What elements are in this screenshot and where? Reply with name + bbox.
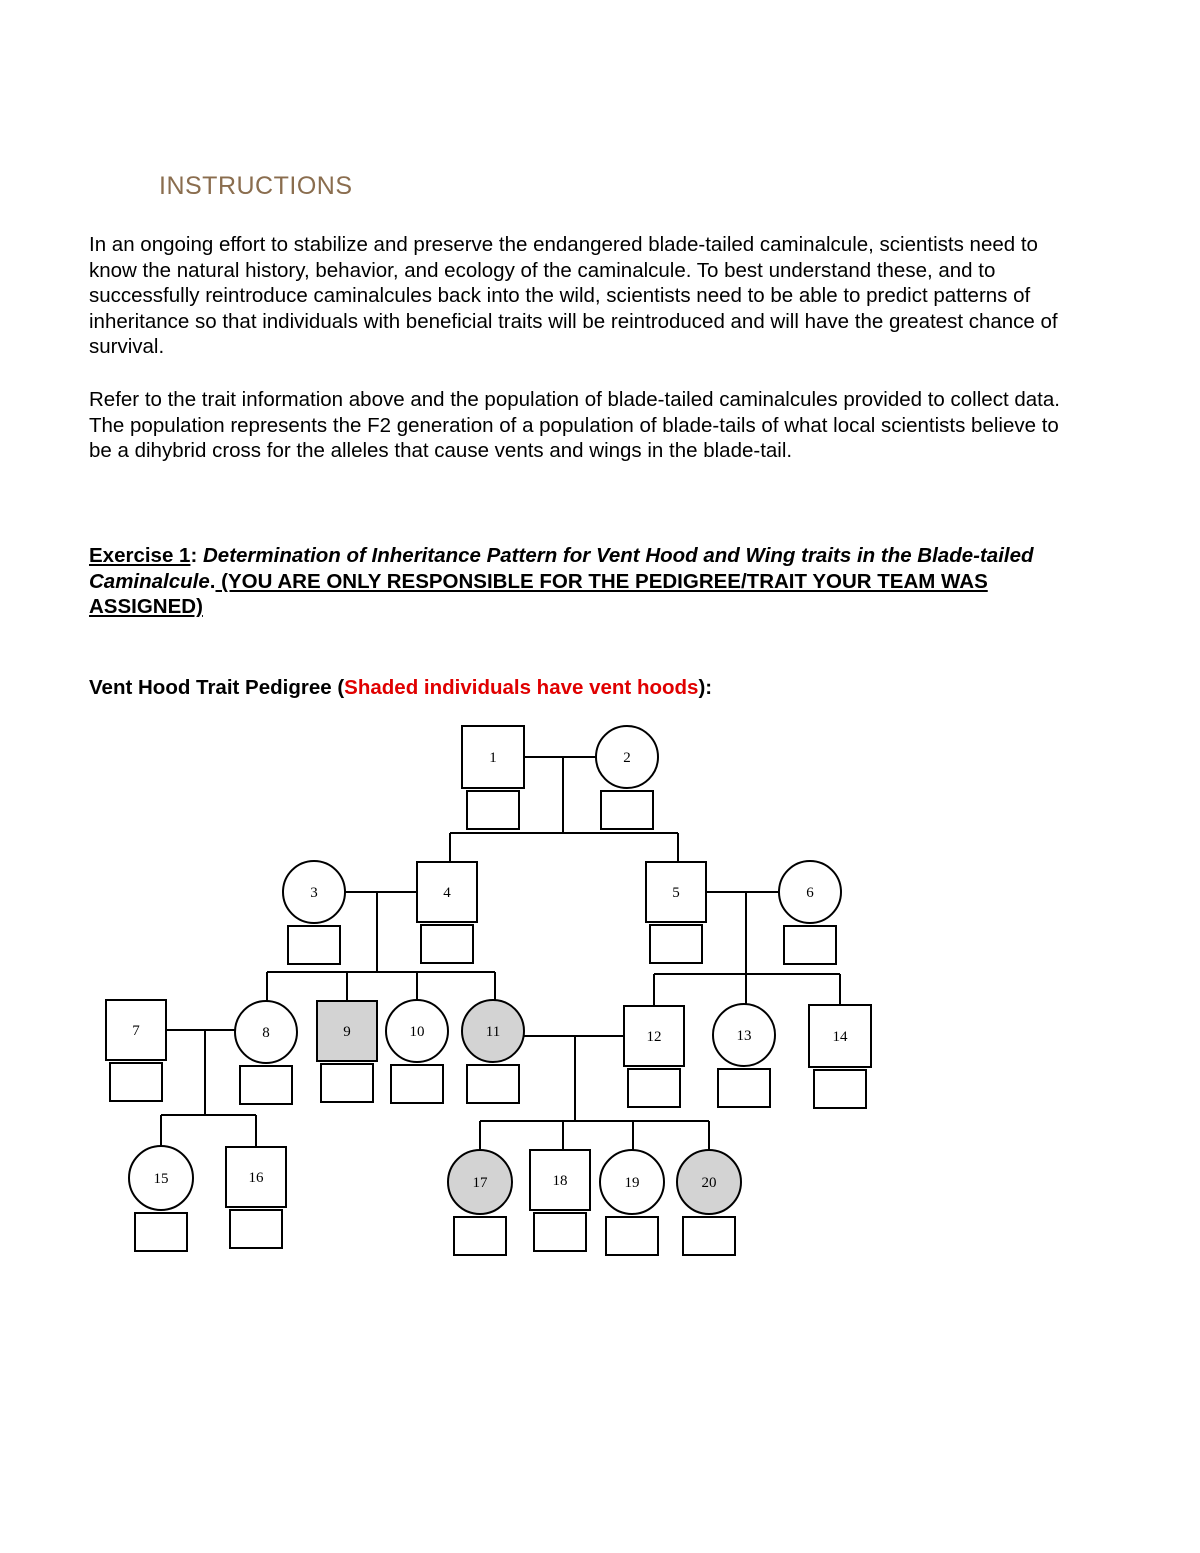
exercise-label: Exercise 1 [89,544,191,567]
individual-number-label: 7 [132,1023,140,1039]
genotype-answer-box[interactable] [601,791,653,829]
individual-10 [386,1000,448,1103]
individual-9 [317,1001,377,1102]
individual-number-label: 11 [485,1024,501,1040]
individual-number-label: 20 [701,1175,717,1191]
individual-number-label: 3 [310,885,318,901]
genotype-answer-box[interactable] [421,925,473,963]
genotype-answer-box[interactable] [321,1064,373,1102]
genotype-answer-box[interactable] [650,925,702,963]
individual-12 [624,1006,684,1107]
individual-4 [417,862,477,963]
individual-number-label: 9 [343,1024,351,1040]
exercise-note: (YOU ARE ONLY RESPONSIBLE FOR THE PEDIGREE/TRAIT YOUR TEAM WAS ASSIGNED) [89,569,988,619]
individual-number-label: 5 [672,885,680,901]
exercise-title: Determination of Inheritance Pattern for Vent Hood and Wing traits in the Blade-tailed Caminalcule [89,544,1034,593]
individual-number-label: 8 [262,1025,270,1041]
individual-number-label: 10 [409,1024,425,1040]
individual-8 [235,1001,297,1104]
instructions-heading: INSTRUCTIONS [159,172,353,200]
individual-11 [462,1000,524,1103]
individual-15 [129,1146,193,1251]
individual-14 [809,1005,871,1108]
individual-number-label: 1 [489,750,497,766]
individual-17 [448,1150,512,1255]
individual-16 [226,1147,286,1248]
individual-20 [677,1150,741,1255]
individual-number-label: 12 [646,1029,662,1045]
individual-18 [530,1150,590,1251]
genotype-answer-box[interactable] [135,1213,187,1251]
individual-13 [713,1004,775,1107]
individual-19 [600,1150,664,1255]
genotype-answer-box[interactable] [467,1065,519,1103]
exercise-period: . [209,569,216,593]
genotype-answer-box[interactable] [288,926,340,964]
genotype-answer-box[interactable] [467,791,519,829]
genotype-answer-box[interactable] [240,1066,292,1104]
caption-highlight: Shaded individuals have vent hoods [344,676,699,699]
individual-number-label: 13 [736,1028,752,1044]
trait-info-paragraph: Refer to the trait information above and the population of blade-tailed caminalcules provided to collect data. The population represents the F2 generation of a population of blade-tails of what local scientists believe to be a dihybrid cross for the alleles that cause vents and wings in the blade-tail. [89,388,1060,463]
genotype-answer-box[interactable] [534,1213,586,1251]
caption-prefix: Vent Hood Trait Pedigree ( [89,676,345,699]
individual-number-label: 14 [832,1029,848,1045]
intro-paragraph: In an ongoing effort to stabilize and preserve the endangered blade-tailed caminalcule, scientists need to know the natural history, behavior, and ecology of the caminalcule. To best understand these, and to successfully reintroduce caminalcules back into the wild, scientists need to be able to predict patterns of inheritance so that individuals with beneficial traits will be reintroduced and will have the greatest chance of survival. [89,233,1058,359]
individual-3 [283,861,345,964]
individual-number-label: 17 [472,1175,488,1191]
genotype-answer-box[interactable] [814,1070,866,1108]
individual-number-label: 2 [623,750,631,766]
genotype-answer-box[interactable] [110,1063,162,1101]
genotype-answer-box[interactable] [454,1217,506,1255]
individual-7 [106,1000,166,1101]
individual-6 [779,861,841,964]
caption-suffix: ): [698,676,713,699]
individual-number-label: 6 [806,885,814,901]
individual-5 [646,862,706,963]
genotype-answer-box[interactable] [784,926,836,964]
exercise-colon: : [190,544,203,567]
individual-2 [596,726,658,829]
individual-number-label: 19 [624,1175,640,1191]
individual-number-label: 16 [248,1170,264,1186]
individual-number-label: 18 [552,1173,568,1189]
genotype-answer-box[interactable] [391,1065,443,1103]
individual-number-label: 4 [443,885,451,901]
genotype-answer-box[interactable] [683,1217,735,1255]
genotype-answer-box[interactable] [230,1210,282,1248]
individual-number-label: 15 [153,1171,169,1187]
genotype-answer-box[interactable] [718,1069,770,1107]
genotype-answer-box[interactable] [628,1069,680,1107]
genotype-answer-box[interactable] [606,1217,658,1255]
individual-1 [462,726,524,829]
